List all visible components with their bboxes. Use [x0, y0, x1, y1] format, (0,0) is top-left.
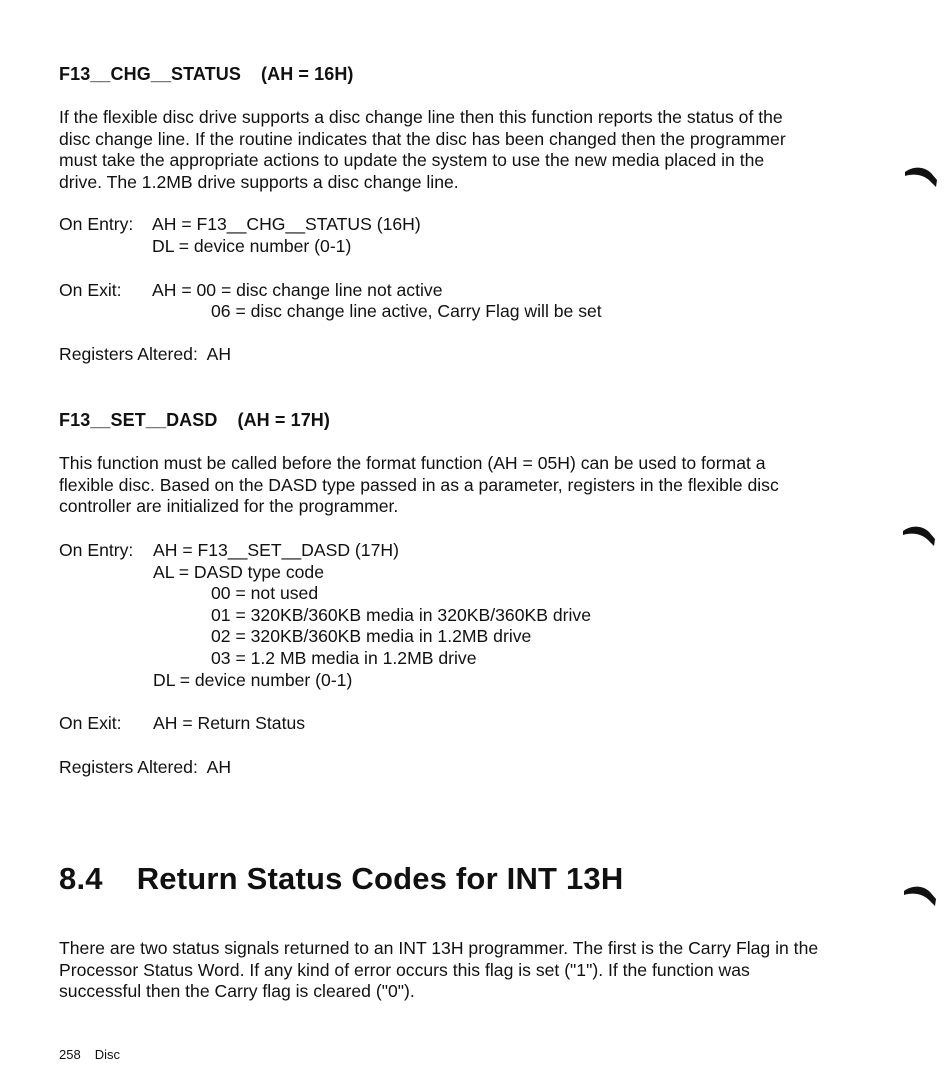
- paragraph-line: There are two status signals returned to an INT 13H programmer. The first is the Carry Flag in the: [59, 938, 819, 958]
- entry-line: 02 = 320KB/360KB media in 1.2MB drive: [211, 626, 532, 646]
- function-register: (AH = 17H): [237, 410, 331, 430]
- exit-line: AH = 00 = disc change line not active: [152, 280, 443, 300]
- paragraph-line: successful then the Carry flag is cleared ("0").: [59, 981, 415, 1002]
- on-exit-label: On Exit:: [59, 713, 122, 733]
- function-heading-set-dasd: [59, 410, 330, 431]
- entry-line: DL = device number (0-1): [153, 670, 353, 690]
- paragraph-line: This function must be called before the format function (AH = 05H) can be used to format a: [59, 453, 766, 473]
- section-heading: [59, 861, 623, 897]
- paragraph-line: drive. The 1.2MB drive supports a disc change line.: [59, 172, 459, 193]
- entry-line: AL = DASD type code: [153, 562, 324, 582]
- entry-line: 01 = 320KB/360KB media in 320KB/360KB drive: [211, 605, 591, 625]
- on-exit-label: On Exit:: [59, 280, 122, 300]
- exit-line: 06 = disc change line active, Carry Flag will be set: [211, 301, 602, 321]
- paragraph-line: flexible disc. Based on the DASD type passed in as a parameter, registers in the flexible disc: [59, 474, 779, 495]
- paragraph-line: If the flexible disc drive supports a disc change line then this function reports the status of the: [59, 107, 783, 127]
- entry-line: DL = device number (0-1): [152, 236, 352, 256]
- tab-mark-shape: [903, 883, 937, 907]
- paragraph-line: disc change line. If the routine indicates that the disc has been changed then the programmer: [59, 128, 786, 149]
- tab-mark-shape: [904, 164, 938, 188]
- description-paragraph: [59, 938, 919, 1003]
- paragraph-line: must take the appropriate actions to update the system to use the new media placed in the: [59, 150, 765, 171]
- entry-line: 00 = not used: [211, 583, 319, 603]
- function-name: F13__SET__DASD: [59, 410, 218, 430]
- function-name: F13__CHG__STATUS: [59, 64, 241, 84]
- paragraph-line: controller are initialized for the programmer.: [59, 496, 399, 517]
- page-number: 258: [59, 1047, 81, 1062]
- function-register: (AH = 16H): [261, 64, 354, 84]
- registers-altered: Registers Altered: AH: [59, 757, 232, 777]
- page-footer: [59, 1047, 120, 1062]
- paragraph-line: Processor Status Word. If any kind of error occurs this flag is set ("1"). If the function was: [59, 959, 750, 980]
- entry-line: AH = F13__CHG__STATUS (16H): [152, 214, 421, 234]
- registers-altered: Registers Altered: AH: [59, 344, 232, 364]
- section-title: Return Status Codes for INT 13H: [136, 861, 624, 896]
- section-number: 8.4: [59, 861, 103, 896]
- entry-line: 03 = 1.2 MB media in 1.2MB drive: [211, 648, 477, 668]
- on-entry-label: On Entry:: [59, 214, 134, 234]
- entry-line: AH = F13__SET__DASD (17H): [153, 540, 399, 560]
- description-paragraph: [59, 453, 879, 518]
- footer-section: Disc: [94, 1047, 120, 1062]
- on-entry-label: On Entry:: [59, 540, 134, 560]
- tab-mark-shape: [902, 523, 936, 547]
- edge-tab-mark: [902, 523, 936, 547]
- edge-tab-mark: [904, 164, 938, 188]
- function-heading-chg-status: [59, 64, 354, 85]
- description-paragraph: [59, 107, 879, 194]
- edge-tab-mark: [903, 883, 937, 907]
- exit-line: AH = Return Status: [153, 713, 306, 733]
